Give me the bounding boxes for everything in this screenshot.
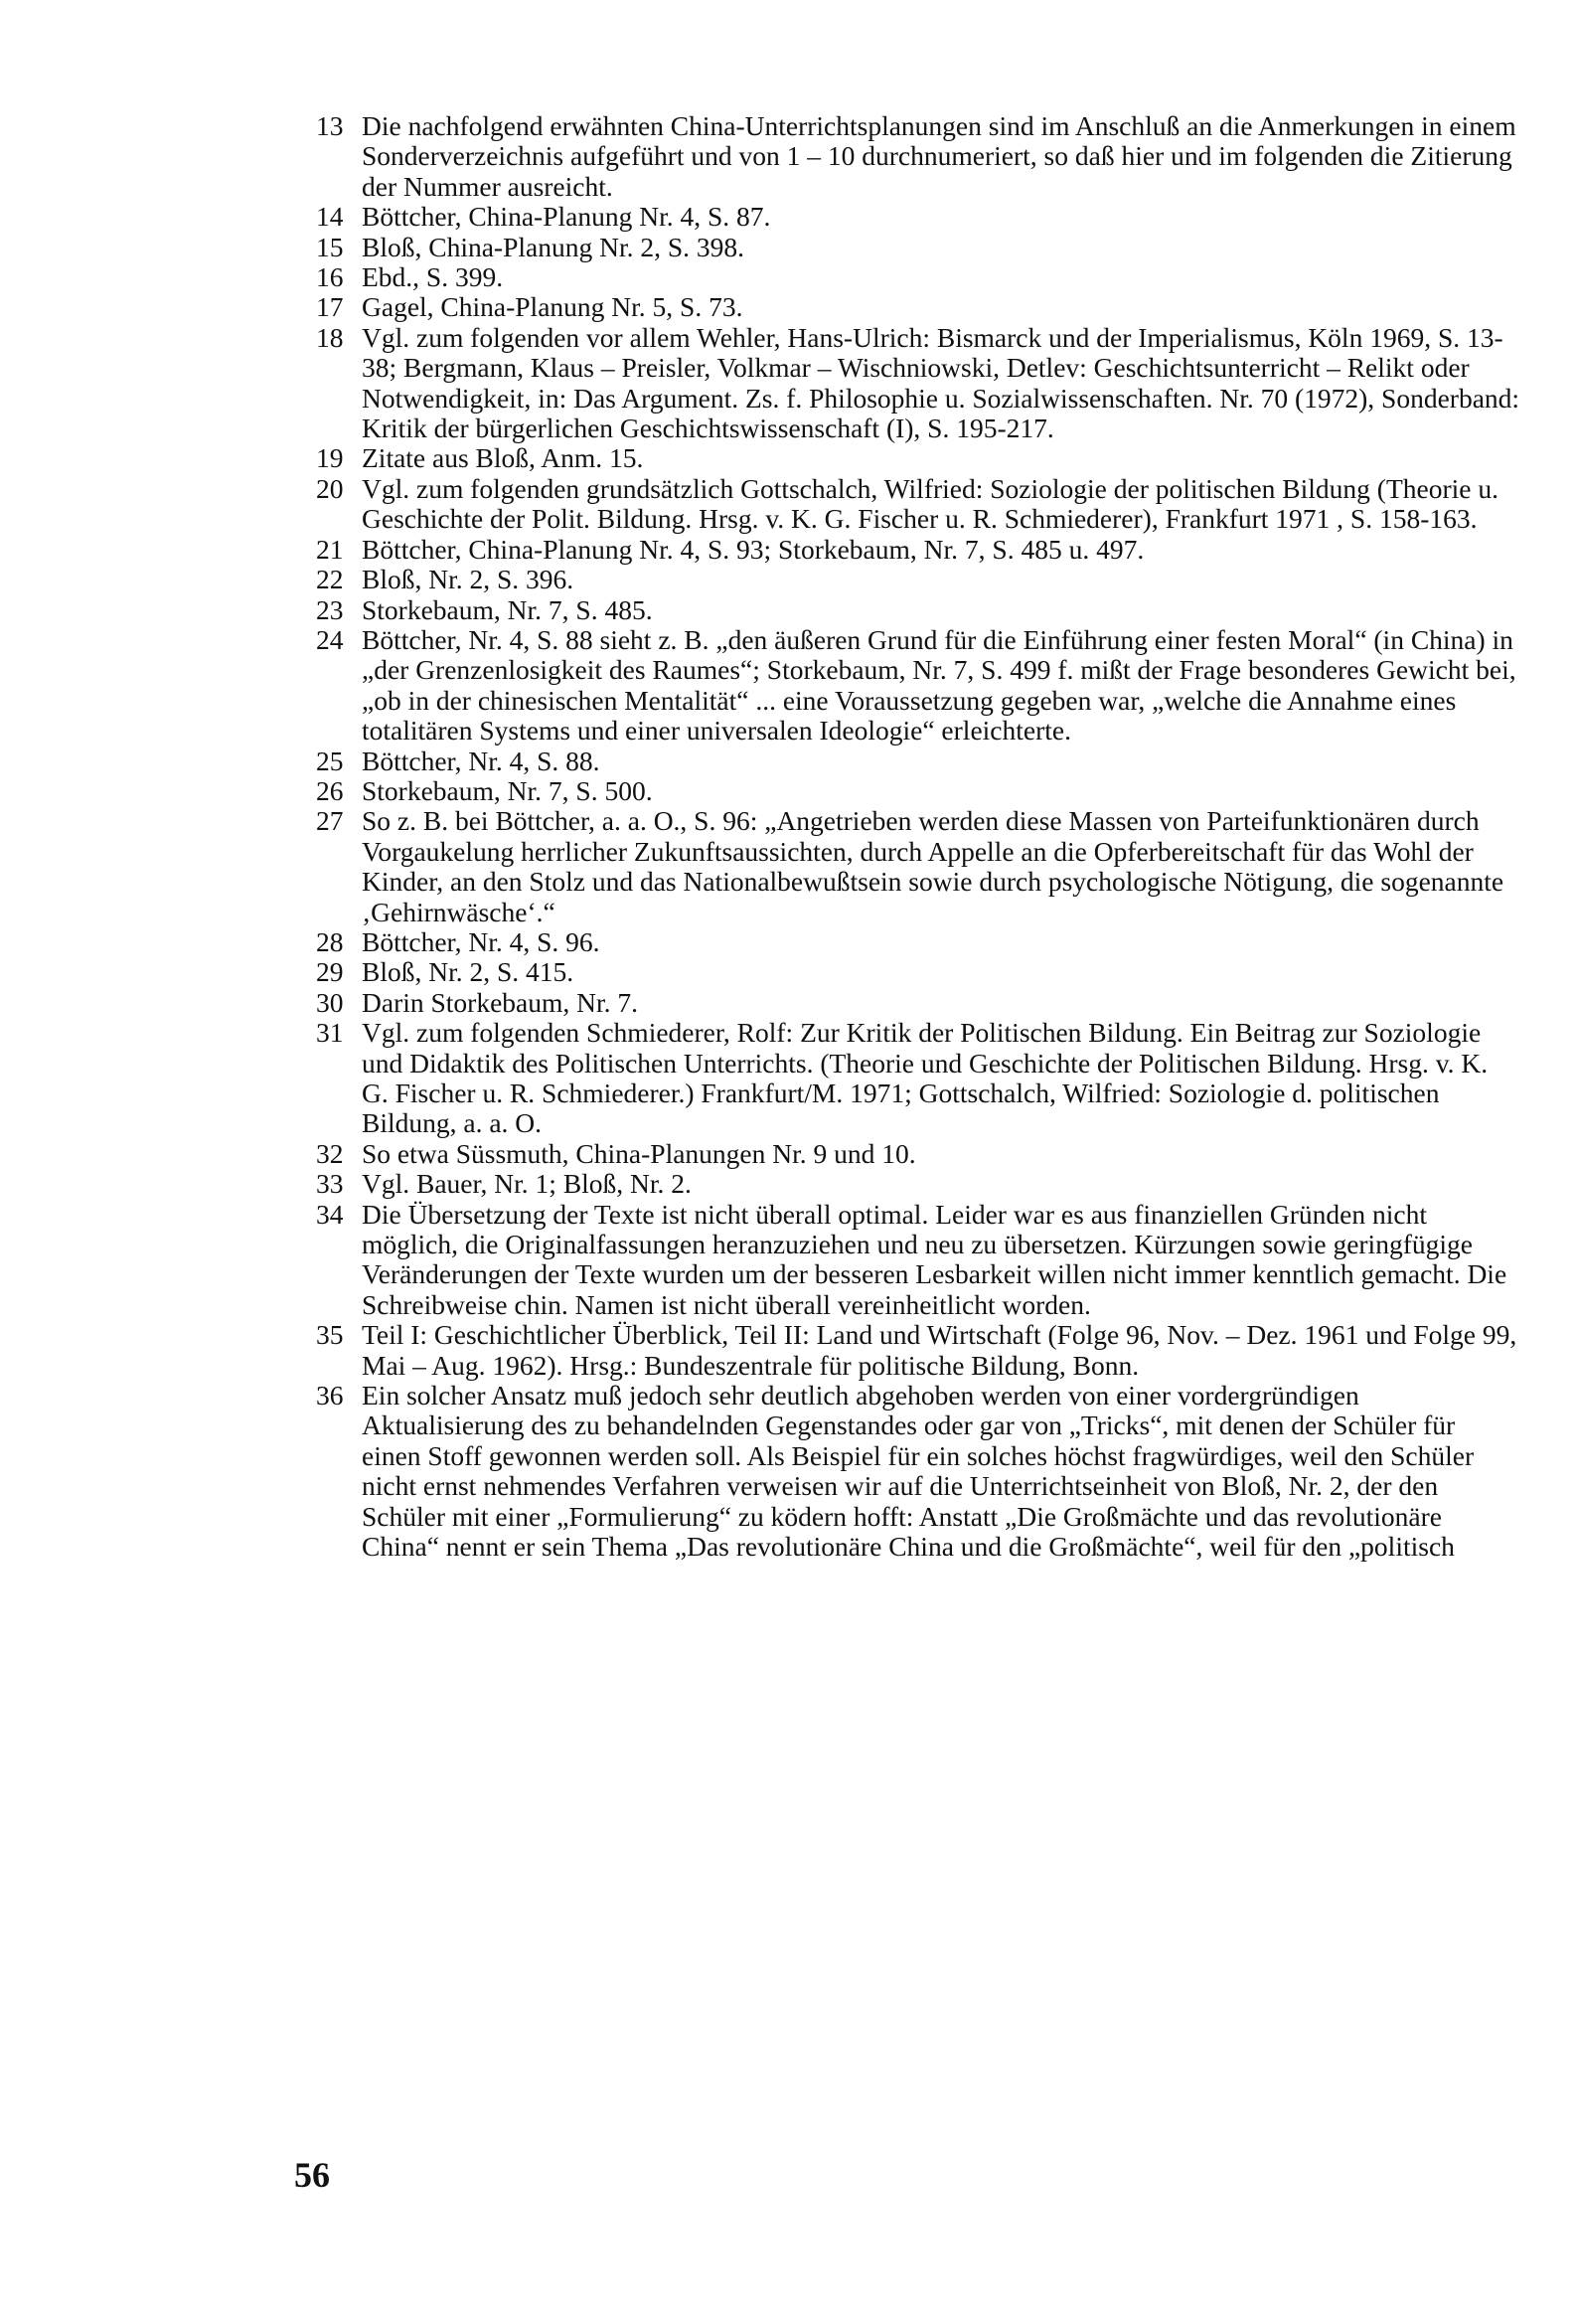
footnote-number: 33 [316, 1168, 344, 1200]
footnote-text: Ein solcher Ansatz muß jedoch sehr deutlich abgehoben werden von einer vordergründigen Aktualisierung des zu behandelnden Gegenstandes oder gar von „Tricks“, mit denen der Schüler für einen Stoff gewonnen werden soll. Als Beispiel für ein solches höchst fragwürdiges, weil den Schüler nicht ernst nehmendes Verfahren verweisen wir auf die Unterrichtseinheit von Bloß, Nr. 2, der den Schüler mit einer „Formulierung“ zu ködern hofft: Anstatt „Die Großmächte und das revolutionäre China“ nennt er sein Thema „Das revolutionäre China und die Großmächte“, weil für den „politisch [362, 1380, 1475, 1563]
footnote-number: 17 [316, 291, 344, 323]
footnote-text: Storkebaum, Nr. 7, S. 485. [362, 593, 653, 625]
footnote-number: 26 [316, 774, 344, 806]
footnote-text: Vgl. Bauer, Nr. 1; Bloß, Nr. 2. [362, 1168, 692, 1200]
footnote-number: 20 [316, 472, 344, 504]
footnote-text: Böttcher, Nr. 4, S. 88 sieht z. B. „den äußeren Grund für die Einführung einer festen Moral“ (in China) in „der Grenzenlosigkeit des Raumes“; Storkebaum, Nr. 7, S. 499 f. mißt der Frage besonderes Gewicht bei, „ob in der chinesischen Mentalität“ ... eine Voraussetzung gegeben war, „welche die Annahme eines totalitären Systems und einer universalen Ideologie“ erleichterte. [362, 623, 1516, 747]
footnote-number: 27 [316, 805, 344, 837]
footnote-13 [316, 111, 1520, 202]
footnote-36 [316, 1381, 1520, 1562]
footnote-25 [316, 747, 1520, 776]
footnote-16 [316, 262, 1520, 292]
footnote-number: 23 [316, 593, 344, 625]
footnote-number: 14 [316, 201, 344, 233]
footnote-number: 19 [316, 442, 344, 474]
footnote-34 [316, 1200, 1520, 1321]
footnote-number: 31 [316, 1017, 344, 1049]
footnote-35 [316, 1320, 1520, 1381]
footnote-number: 36 [316, 1380, 344, 1411]
footnote-text: Böttcher, Nr. 4, S. 88. [362, 745, 600, 776]
footnote-number: 13 [316, 110, 344, 141]
footnote-15 [316, 233, 1520, 262]
footnote-text: Böttcher, China-Planung Nr. 4, S. 93; Storkebaum, Nr. 7, S. 485 u. 497. [362, 533, 1145, 565]
footnote-23 [316, 595, 1520, 625]
footnote-number: 22 [316, 564, 344, 595]
footnote-17 [316, 292, 1520, 322]
footnote-text: Ebd., S. 399. [362, 261, 504, 293]
footnote-28 [316, 927, 1520, 957]
footnote-number: 16 [316, 261, 344, 293]
footnote-22 [316, 565, 1520, 594]
footnote-31 [316, 1018, 1520, 1139]
footnote-20 [316, 474, 1520, 535]
footnote-number: 30 [316, 986, 344, 1018]
footnote-21 [316, 535, 1520, 565]
footnote-text: Vgl. zum folgenden grundsätzlich Gottschalch, Wilfried: Soziologie der politischen Bildung (Theorie u. Geschichte der Polit. Bildung. Hrsg. v. K. G. Fischer u. R. Schmiederer), Frankfurt 1971 , S. 158-163. [362, 472, 1498, 535]
footnote-text: Die nachfolgend erwähnten China-Unterrichtsplanungen sind im Anschluß an die Anmerkungen in einem Sonderverzeichnis aufgeführt und von 1 – 10 durchnumeriert, so daß hier und im folgenden die Zitierung der Nummer ausreicht. [362, 110, 1516, 202]
footnote-32 [316, 1139, 1520, 1169]
footnote-text: Bloß, Nr. 2, S. 396. [362, 564, 574, 595]
footnote-text: Zitate aus Bloß, Anm. 15. [362, 442, 644, 474]
footnote-number: 29 [316, 956, 344, 988]
footnote-text: Bloß, China-Planung Nr. 2, S. 398. [362, 231, 745, 262]
footnote-19 [316, 443, 1520, 473]
footnote-27 [316, 806, 1520, 927]
footnote-text: Bloß, Nr. 2, S. 415. [362, 956, 574, 988]
footnote-text: Teil I: Geschichtlicher Überblick, Teil II: Land und Wirtschaft (Folge 96, Nov. – Dez. 1961 und Folge 99, Mai – Aug. 1962). Hrsg.: Bundeszentrale für politische Bildung, Bonn. [362, 1319, 1517, 1381]
footnote-text: Böttcher, Nr. 4, S. 96. [362, 925, 600, 957]
footnote-text: Böttcher, China-Planung Nr. 4, S. 87. [362, 201, 771, 233]
footnote-33 [316, 1169, 1520, 1199]
footnote-number: 28 [316, 925, 344, 957]
footnote-number: 24 [316, 623, 344, 655]
footnote-text: Darin Storkebaum, Nr. 7. [362, 986, 639, 1018]
footnote-text: Storkebaum, Nr. 7, S. 500. [362, 774, 653, 806]
footnote-number: 32 [316, 1137, 344, 1169]
footnote-number: 15 [316, 231, 344, 262]
footnote-number: 34 [316, 1198, 344, 1230]
footnotes-list [316, 111, 1520, 1563]
footnote-18 [316, 323, 1520, 444]
footnote-text: So z. B. bei Böttcher, a. a. O., S. 96: „Angetrieben werden diese Massen von Parteifunktionären durch Vorgaukelung herrlicher Zukunftsaussichten, durch Appelle an die Opferbereitschaft für das Wohl der Kinder, an den Stolz und das Nationalbewußtsein sowie durch psychologische Nötigung, die sogenannte ‚Gehirnwäsche‘.“ [362, 805, 1504, 927]
footnote-number: 25 [316, 745, 344, 776]
footnote-number: 18 [316, 321, 344, 353]
footnote-number: 21 [316, 533, 344, 565]
footnote-text: Vgl. zum folgenden vor allem Wehler, Hans-Ulrich: Bismarck und der Imperialismus, Köln 1969, S. 13-38; Bergmann, Klaus – Preisler, Volkmar – Wischniowski, Detlev: Geschichtsunterricht – Relikt oder Notwendigkeit, in: Das Argument. Zs. f. Philosophie u. Sozialwissenschaften. Nr. 70 (1972), Sonderband: Kritik der bürgerlichen Geschichtswissenschaft (I), S. 195-217. [362, 321, 1520, 444]
footnote-number: 35 [316, 1319, 344, 1351]
footnote-30 [316, 988, 1520, 1018]
footnote-text: Die Übersetzung der Texte ist nicht überall optimal. Leider war es aus finanziellen Gründen nicht möglich, die Originalfassungen heranzuziehen und neu zu übersetzen. Kürzungen sowie geringfügige Veränderungen der Texte wurden um der besseren Lesbarkeit willen nicht immer kenntlich gemacht. Die Schreibweise chin. Namen ist nicht überall vereinheitlicht worden. [362, 1198, 1507, 1320]
footnote-26 [316, 776, 1520, 806]
footnote-text: Gagel, China-Planung Nr. 5, S. 73. [362, 291, 743, 323]
footnote-14 [316, 202, 1520, 232]
footnote-29 [316, 957, 1520, 987]
footnote-text: Vgl. zum folgenden Schmiederer, Rolf: Zur Kritik der Politischen Bildung. Ein Beitrag zur Soziologie und Didaktik des Politischen Unterrichts. (Theorie und Geschichte der Politischen Bildung. Hrsg. v. K. G. Fischer u. R. Schmiederer.) Frankfurt/M. 1971; Gottschalch, Wilfried: Soziologie d. politischen Bildung, a. a. O. [362, 1017, 1489, 1139]
footnote-text: So etwa Süssmuth, China-Planungen Nr. 9 und 10. [362, 1137, 916, 1169]
page-number: 56 [294, 2155, 330, 2195]
footnote-24 [316, 625, 1520, 747]
